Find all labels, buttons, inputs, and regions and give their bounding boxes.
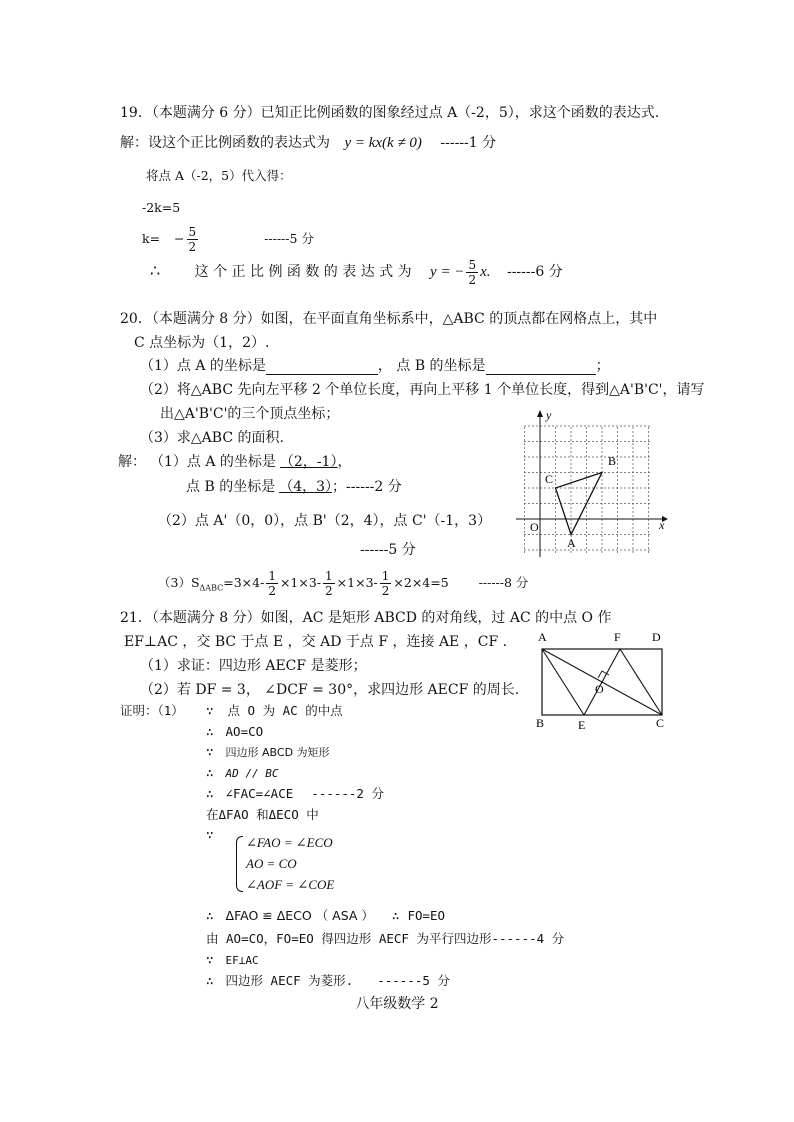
segment-ae xyxy=(542,649,584,715)
fig-label-b: B xyxy=(536,716,545,730)
system-brace xyxy=(236,836,243,892)
q21-p5-score: ------2 分 xyxy=(311,786,384,801)
q21-p1-text: 点 O 为 AC 的中点 xyxy=(227,703,343,718)
q20-part1 xyxy=(140,357,610,375)
q19-step3-fraction xyxy=(187,225,199,254)
fig-label-c: C xyxy=(656,716,665,730)
q20-solution-label: 解： xyxy=(118,454,146,470)
q19-solution-line xyxy=(120,134,496,152)
q19-step1: 将点 A（-2，5）代入得： xyxy=(146,168,292,183)
q20-coordinate-grid xyxy=(512,405,672,560)
point-c-label: C xyxy=(545,472,554,486)
q19-concl-num: 5 xyxy=(468,257,477,272)
q20-half-2-num: 1 xyxy=(325,569,333,583)
q20-half-3-den: 2 xyxy=(381,584,390,598)
q21-part2: （2）若 DF = 3， ∠DCF = 30°，求四边形 AECF 的周长. xyxy=(140,682,520,698)
fig-label-d: D xyxy=(652,630,661,644)
q21-p10-text: 四边形 AECF 为菱形. xyxy=(225,973,354,988)
page-footer: 八年级数学 2 xyxy=(355,996,439,1012)
triangle-abc xyxy=(556,473,603,535)
q19-title: 19．（本题满分 6 分）已知正比例函数的图象经过点 A（-2，5），求这个函数的表达式. xyxy=(120,105,660,121)
q21-rectangle-figure xyxy=(532,625,672,735)
q20-part1-end: ； xyxy=(595,358,610,374)
q21-proof-step7 xyxy=(206,907,445,925)
q20-sol1-a-end: ， xyxy=(337,454,352,470)
q21-proof-because: ∵ xyxy=(206,827,214,842)
q21-proof-step4 xyxy=(206,764,279,783)
q21-p3-text: 四边形 ABCD 为矩形 xyxy=(225,746,330,759)
fig-label-e: E xyxy=(578,718,586,732)
q20-title-line2: C 点坐标为（1，2）. xyxy=(134,335,270,351)
q20-sol1-b-end: ；------2 分 xyxy=(332,479,402,495)
q20-answer-blank-b[interactable] xyxy=(486,360,596,375)
q21-proof-step9 xyxy=(206,951,259,970)
q20-half-1-num: 1 xyxy=(268,569,276,583)
q20-part2-line2: 出△A'B'C'的三个顶点坐标； xyxy=(160,406,340,422)
q20-half-3-num: 1 xyxy=(381,569,390,583)
q20-sol3-term-c: ×1×3- xyxy=(336,575,378,590)
therefore-symbol: ∴ xyxy=(206,724,214,739)
segment-cf xyxy=(620,649,662,715)
therefore-symbol: ∴ xyxy=(391,908,400,923)
q19-concl-den: 2 xyxy=(468,272,477,287)
q21-p5-text: ∠FAC=∠ACE xyxy=(225,786,294,801)
q21-p7b-text: FO=EO xyxy=(407,908,446,923)
q20-sol1-b-value: （4，3） xyxy=(279,479,333,495)
q21-proof-step8: 由 AO=CO，FO=EO 得四边形 AECF 为平行四边形------4 分 xyxy=(206,931,565,946)
q19-frac-den: 2 xyxy=(188,240,197,254)
q19-conclusion-formula-left: y = − xyxy=(430,264,465,280)
q21-proof-step1 xyxy=(206,702,343,720)
q20-sol3-term-b: ×1×3- xyxy=(279,575,322,590)
q21-proof-step2 xyxy=(206,723,263,741)
q20-sol3-prefix: （3）S xyxy=(158,575,200,590)
q20-half-1-den: 2 xyxy=(268,584,276,598)
q20-sol1-a-label: （1）点 A 的坐标是 xyxy=(150,454,276,470)
q19-solution-formula: y = kx(k ≠ 0) xyxy=(344,135,422,151)
q21-proof-step6: 在ΔFAO 和ΔECO 中 xyxy=(206,807,319,822)
q19-conclusion-text: 这 个 正 比 例 函 数 的 表 达 式 为 xyxy=(194,264,412,280)
q21-title-line2: EF⊥AC ，交 BC 于点 E ，交 AD 于点 F ，连接 AE ，CF . xyxy=(124,634,508,650)
therefore-symbol: ∴ xyxy=(206,786,214,801)
q20-sol1-a xyxy=(150,453,351,471)
q20-half-3 xyxy=(380,569,392,598)
q19-conclusion-score: ------6 分 xyxy=(506,264,563,280)
q19-therefore: ∴ xyxy=(150,261,161,280)
q21-system-eq2: AO = CO xyxy=(246,856,297,871)
q20-sol3-score: ------8 分 xyxy=(478,575,529,590)
origin-label: O xyxy=(530,520,539,534)
q19-solution-score: ------1 分 xyxy=(440,135,497,151)
q20-half-2-den: 2 xyxy=(325,584,333,598)
q21-p7a-text: ΔFAO ≌ ΔECO （ ASA ） xyxy=(225,908,374,923)
q19-step3-sign: − xyxy=(174,231,185,246)
q19-step3 xyxy=(142,224,314,254)
grid-lines xyxy=(524,426,650,555)
q21-system-eq3: ∠AOF = ∠COE xyxy=(246,877,335,892)
because-symbol: ∵ xyxy=(206,744,214,759)
point-a-label: A xyxy=(567,536,576,550)
q20-sol3-term-d: ×2×4=5 xyxy=(393,575,449,590)
q21-proof-step5 xyxy=(206,785,384,803)
q19-solution-prefix: 解：设这个正比例函数的表达式为 xyxy=(120,135,330,151)
q20-half-2 xyxy=(323,569,335,598)
q20-sol2: （2）点 A'（0，0），点 B'（2，4），点 C'（-1，3） xyxy=(158,513,492,529)
q20-sol3-subscript: ΔABC xyxy=(199,583,224,593)
q20-answer-blank-a[interactable] xyxy=(266,360,378,375)
therefore-symbol: ∴ xyxy=(206,973,214,988)
fig-label-f: F xyxy=(614,630,621,644)
q20-sol2-score: ------5 分 xyxy=(360,542,416,558)
q21-title-line1: 21．（本题满分 8 分）如图，AC 是矩形 ABCD 的对角线，过 AC 的中点 O 作 xyxy=(120,610,612,626)
q20-sol3 xyxy=(158,568,528,604)
q19-step2: -2k=5 xyxy=(142,200,181,215)
q21-proof-label: 证明：（1） xyxy=(120,703,184,718)
q20-part1-b-label: ， 点 B 的坐标是 xyxy=(377,358,486,374)
q20-sol3-term-a: =3×4- xyxy=(223,575,265,590)
therefore-symbol: ∴ xyxy=(206,908,214,923)
q20-half-1 xyxy=(266,569,278,598)
q19-frac-num: 5 xyxy=(188,225,197,239)
because-symbol: ∵ xyxy=(206,952,214,967)
q21-p2-text: AO=CO xyxy=(225,724,264,739)
q19-conclusion-formula-right: x. xyxy=(480,264,491,280)
q21-part1: （1）求证：四边形 AECF 是菱形； xyxy=(140,658,367,674)
y-axis-arrow-icon xyxy=(537,410,543,417)
point-b-label: B xyxy=(608,454,617,468)
q20-part3: （3）求△ABC 的面积. xyxy=(140,430,284,446)
fig-label-a: A xyxy=(538,630,547,644)
q21-p10-score: ------5 分 xyxy=(377,973,450,988)
q20-sol1-b xyxy=(186,478,402,496)
q19-conclusion xyxy=(150,256,563,287)
q21-proof-step3 xyxy=(206,743,330,762)
q21-p9-text: EF⊥AC xyxy=(225,954,259,967)
q20-sol1-a-value: （2，-1） xyxy=(279,454,338,470)
x-axis-label: x xyxy=(659,518,665,532)
fig-label-o: O xyxy=(595,682,604,696)
y-axis-label: y xyxy=(546,408,552,422)
q21-system-eq1: ∠FAO = ∠ECO xyxy=(246,835,333,850)
q20-part1-a-label: （1）点 A 的坐标是 xyxy=(140,358,266,374)
q21-proof-step10 xyxy=(206,972,450,990)
therefore-symbol: ∴ xyxy=(206,765,214,780)
q19-step3-score: ------5 分 xyxy=(264,231,314,246)
q20-part2-line1: （2）将△ABC 先向左平移 2 个单位长度，再向上平移 1 个单位长度，得到△A'B'C'，请写 xyxy=(140,382,705,398)
q20-title-line1: 20．（本题满分 8 分）如图，在平面直角坐标系中，△ABC 的顶点都在网格点上，其中 xyxy=(120,311,658,327)
q19-step3-prefix: k= xyxy=(142,231,161,246)
q19-conclusion-fraction xyxy=(466,258,478,287)
because-symbol: ∵ xyxy=(206,703,214,718)
q20-sol1-b-label: 点 B 的坐标是 xyxy=(186,479,276,495)
q21-p4-text: AD // BC xyxy=(225,767,279,780)
